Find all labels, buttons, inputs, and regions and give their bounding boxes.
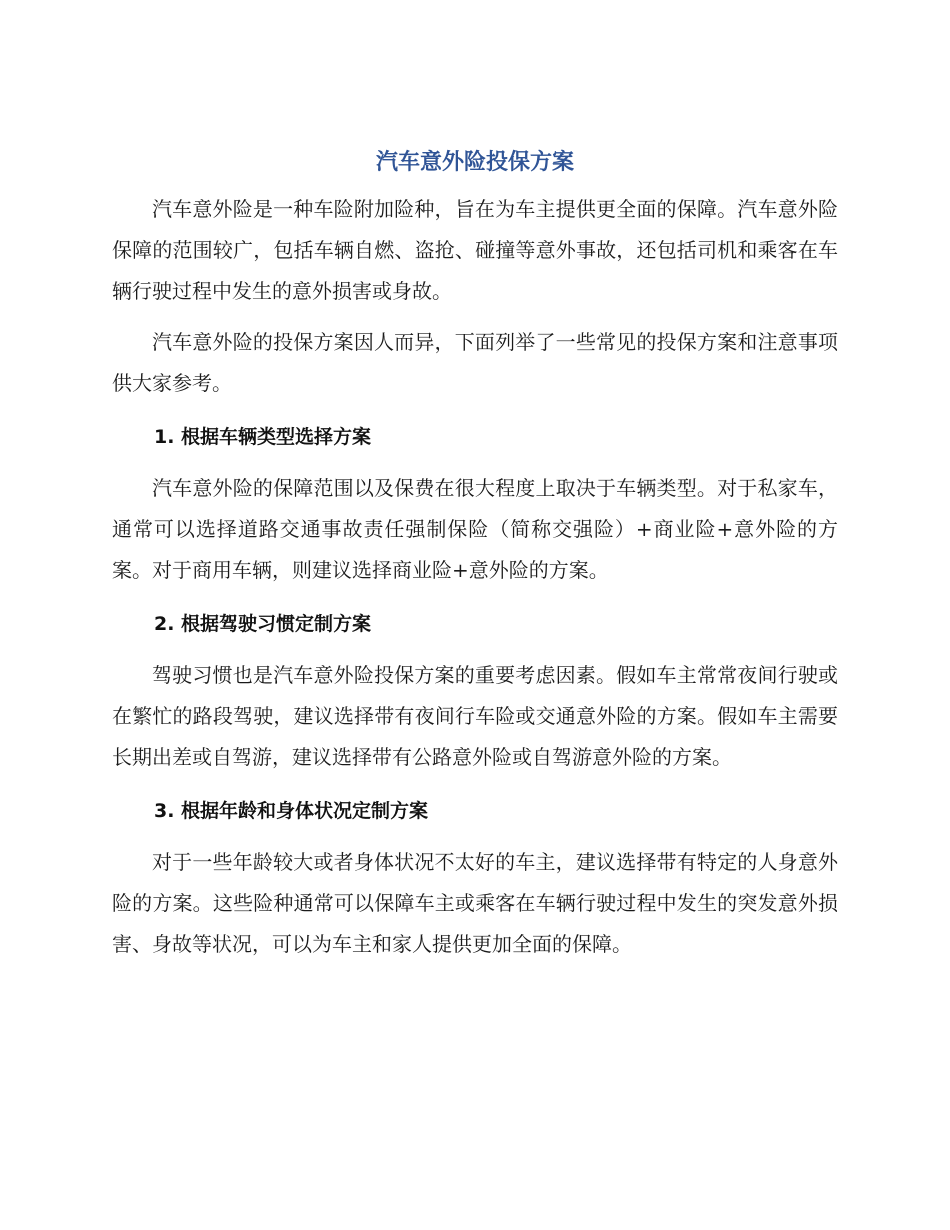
section-heading: 2. 根据驾驶习惯定制方案 (154, 613, 372, 635)
section-body: 汽车意外险的保障范围以及保费在很大程度上取决于车辆类型。对于私家车，通常可以选择道路交通事故责任强制保险（简称交强险）+商业险+意外险的方案。对于商用车辆，则建议选择商业险+意外险的方案。 (112, 476, 838, 582)
document-title: 汽车意外险投保方案 (375, 150, 574, 175)
section-heading: 1. 根据车辆类型选择方案 (154, 426, 372, 448)
intro-paragraph: 汽车意外险的投保方案因人而异，下面列举了一些常见的投保方案和注意事项供大家参考。 (112, 330, 838, 395)
section-age-health (112, 788, 838, 965)
section-body: 对于一些年龄较大或者身体状况不太好的车主，建议选择带有特定的人身意外险的方案。这些险种通常可以保障车主或乘客在车辆行驶过程中发生的突发意外损害、身故等状况，可以为车主和家人提供更加全面的保障。 (112, 850, 838, 956)
section-heading: 3. 根据年龄和身体状况定制方案 (154, 800, 429, 822)
document-page (112, 143, 838, 975)
section-vehicle-type (112, 414, 838, 591)
section-driving-habits (112, 601, 838, 778)
section-body: 驾驶习惯也是汽车意外险投保方案的重要考虑因素。假如车主常常夜间行驶或在繁忙的路段驾驶，建议选择带有夜间行车险或交通意外险的方案。假如车主需要长期出差或自驾游，建议选择带有公路意外险或自驾游意外险的方案。 (112, 663, 838, 769)
intro-paragraph: 汽车意外险是一种车险附加险种，旨在为车主提供更全面的保障。汽车意外险保障的范围较广，包括车辆自燃、盗抢、碰撞等意外事故，还包括司机和乘客在车辆行驶过程中发生的意外损害或身故。 (112, 197, 838, 303)
